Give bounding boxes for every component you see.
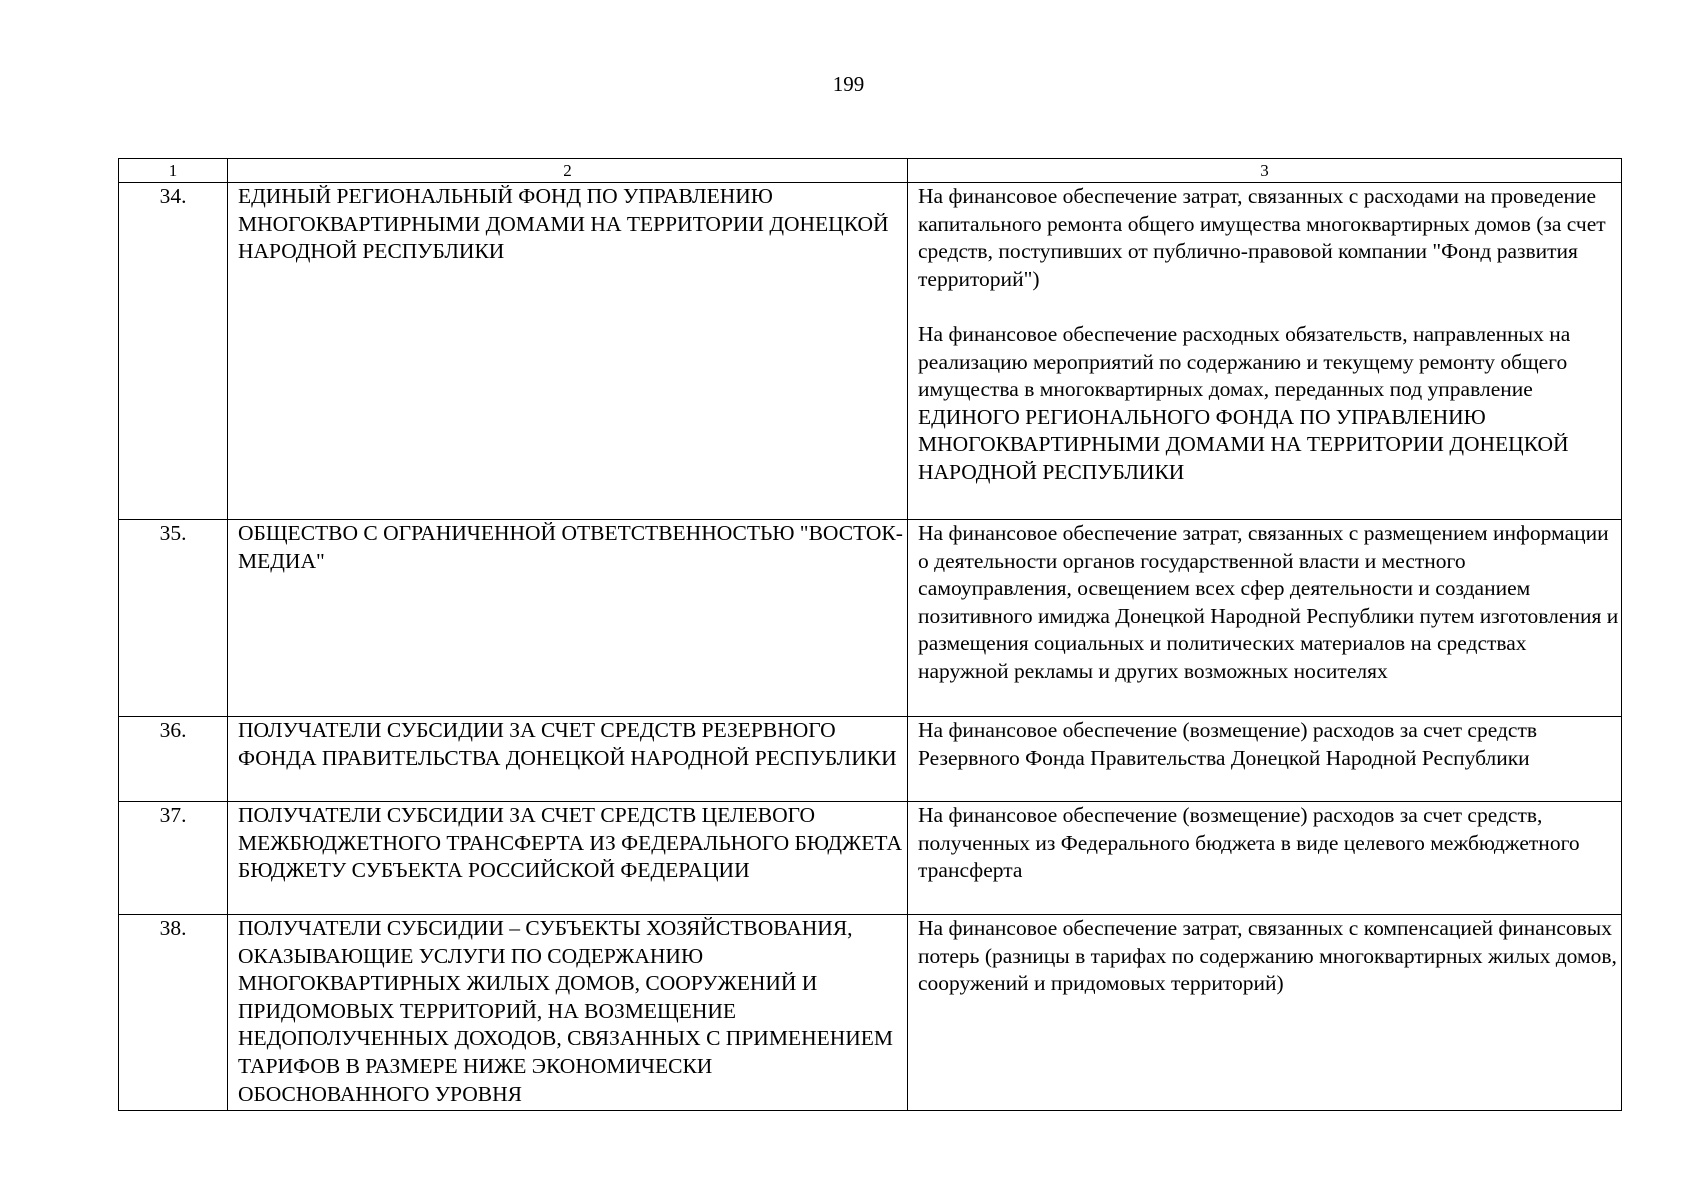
table-row: [119, 183, 1622, 520]
recipient-name: ПОЛУЧАТЕЛИ СУБСИДИИ ЗА СЧЕТ СРЕДСТВ РЕЗЕРВНОГО ФОНДА ПРАВИТЕЛЬСТВА ДОНЕЦКОЙ НАРОДНОЙ РЕСПУБЛИКИ: [228, 717, 908, 802]
header-cell-1: 1: [119, 159, 228, 183]
purpose-paragraph: На финансовое обеспечение затрат, связанных с расходами на проведение капитального ремонта общего имущества многоквартирных домов (за счет средств, поступивших от публично-правовой компании "Фонд развития территорий"): [918, 184, 1606, 291]
table-row: [119, 915, 1622, 1111]
subsidy-recipients-table: [118, 158, 1622, 1111]
header-cell-3: 3: [908, 159, 1622, 183]
subsidy-purpose: [908, 802, 1622, 915]
recipient-name: ОБЩЕСТВО С ОГРАНИЧЕННОЙ ОТВЕТСТВЕННОСТЬЮ "ВОСТОК-МЕДИА": [228, 520, 908, 717]
purpose-paragraph: На финансовое обеспечение затрат, связанных с компенсацией финансовых потерь (разницы в тарифах по содержанию многоквартирных жилых домов, сооружений и придомовых территорий): [918, 916, 1617, 996]
row-number: 36.: [119, 717, 228, 802]
table-row: [119, 520, 1622, 717]
purpose-paragraph: На финансовое обеспечение (возмещение) расходов за счет средств Резервного Фонда Правительства Донецкой Народной Республики: [918, 718, 1537, 770]
header-cell-2: 2: [228, 159, 908, 183]
row-number: 37.: [119, 802, 228, 915]
row-number: 35.: [119, 520, 228, 717]
page-number: 199: [832, 72, 865, 96]
recipient-name: ПОЛУЧАТЕЛИ СУБСИДИИ ЗА СЧЕТ СРЕДСТВ ЦЕЛЕВОГО МЕЖБЮДЖЕТНОГО ТРАНСФЕРТА ИЗ ФЕДЕРАЛЬНОГО БЮДЖЕТА БЮДЖЕТУ СУБЪЕКТА РОССИЙСКОЙ ФЕДЕРАЦИИ: [228, 802, 908, 915]
recipient-name: ПОЛУЧАТЕЛИ СУБСИДИИ – СУБЪЕКТЫ ХОЗЯЙСТВОВАНИЯ, ОКАЗЫВАЮЩИЕ УСЛУГИ ПО СОДЕРЖАНИЮ МНОГОКВАРТИРНЫХ ЖИЛЫХ ДОМОВ, СООРУЖЕНИЙ И ПРИДОМОВЫХ ТЕРРИТОРИЙ, НА ВОЗМЕЩЕНИЕ НЕДОПОЛУЧЕННЫХ ДОХОДОВ, СВЯЗАННЫХ С ПРИМЕНЕНИЕМ ТАРИФОВ В РАЗМЕРЕ НИЖЕ ЭКОНОМИЧЕСКИ ОБОСНОВАННОГО УРОВНЯ: [228, 915, 908, 1111]
table-header-row: [119, 159, 1622, 183]
subsidy-purpose: [908, 520, 1622, 717]
table-row: [119, 802, 1622, 915]
purpose-paragraph: На финансовое обеспечение затрат, связанных с размещением информации о деятельности органов государственной власти и местного самоуправления, освещением всех сфер деятельности и созданием позитивного имиджа Донецкой Народной Республики путем изготовления и размещения социальных и политических материалов на средствах наружной рекламы и других возможных носителях: [918, 521, 1619, 683]
purpose-paragraph: На финансовое обеспечение расходных обязательств, направленных на реализацию мероприятий по содержанию и текущему ремонту общего имущества в многоквартирных домах, переданных под управление ЕДИНОГО РЕГИОНАЛЬНОГО ФОНДА ПО УПРАВЛЕНИЮ МНОГОКВАРТИРНЫМИ ДОМАМИ НА ТЕРРИТОРИИ ДОНЕЦКОЙ НАРОДНОЙ РЕСПУБЛИКИ: [918, 321, 1571, 484]
row-number: 34.: [119, 183, 228, 520]
table-row: [119, 717, 1622, 802]
row-number: 38.: [119, 915, 228, 1111]
recipient-name: ЕДИНЫЙ РЕГИОНАЛЬНЫЙ ФОНД ПО УПРАВЛЕНИЮ МНОГОКВАРТИРНЫМИ ДОМАМИ НА ТЕРРИТОРИИ ДОНЕЦКОЙ НАРОДНОЙ РЕСПУБЛИКИ: [228, 183, 908, 520]
subsidy-purpose: [908, 915, 1622, 1111]
subsidy-purpose: [908, 183, 1622, 520]
purpose-paragraph: На финансовое обеспечение (возмещение) расходов за счет средств, полученных из Федерального бюджета в виде целевого межбюджетного трансферта: [918, 803, 1580, 883]
subsidy-purpose: [908, 717, 1622, 802]
